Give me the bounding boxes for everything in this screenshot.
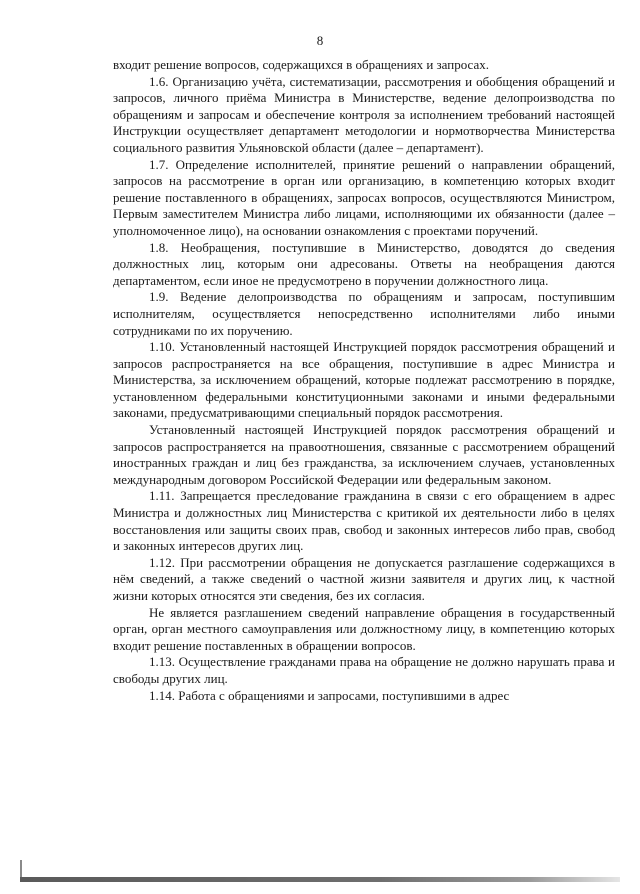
page-number: 8 (316, 33, 324, 48)
paragraph-1-11: 1.11. Запрещается преследование гражданина в связи с его обращением в адрес Министра и должностных лиц Министерства с критикой их деятельности либо в целях восстановления или защиты своих прав, свобод и законных интересов либо прав, свобод и законных интересов других лиц. (113, 488, 615, 554)
paragraph-1-8: 1.8. Необращения, поступившие в Министерство, доводятся до сведения должностных лиц, которым они адресованы. Ответы на необращения даются департаментом, если иное не предусмотрено в поручении должностного лица. (113, 239, 615, 288)
paragraph-1-6: 1.6. Организацию учёта, систематизации, рассмотрения и обобщения обращений и запросов, личного приёма Министра в Министерстве, ведение делопроизводства по обращениям и запросам и обеспечение контроля за исполнением требований настоящей Инструкции осуществляет департамент методологии и нормотворчества Министерства социального развития Ульяновской области (далее – департамент). (113, 73, 615, 155)
paragraph-1-9: 1.9. Ведение делопроизводства по обращениям и запросам, поступившим исполнителям, осуществляется непосредственно исполнителями либо иными сотрудниками по их поручению. (113, 289, 615, 338)
paragraph-1-10: 1.10. Установленный настоящей Инструкцией порядок рассмотрения обращений и запросов распространяется на все обращения, поступившие в адрес Министра и Министерства, за исключением обращений, которые подлежат рассмотрению в порядке, установленном федеральными конституционными законами и иными федеральными законами, предусматривающими специальный порядок рассмотрения. (113, 339, 615, 421)
paragraph-1-14: 1.14. Работа с обращениями и запросами, поступившими в адрес (149, 687, 510, 703)
scan-bottom-edge (20, 877, 620, 882)
paragraph-1-13: 1.13. Осуществление гражданами права на обращение не должно нарушать права и свободы других лиц. (113, 654, 615, 686)
document-body (113, 57, 615, 704)
paragraph-continuation: входит решение вопросов, содержащихся в обращениях и запросах. (113, 57, 489, 72)
paragraph-1-10-second: Установленный настоящей Инструкцией порядок рассмотрения обращений и запросов распространяется на правоотношения, связанные с рассмотрением обращений иностранных граждан и лиц без гражданства, за исключением случаев, установленных международным договором Российской Федерации или федеральным законом. (113, 422, 615, 487)
paragraph-1-7: 1.7. Определение исполнителей, принятие решений о направлении обращений, запросов на рассмотрение в орган или организацию, в компетенцию которых входит решение поставленного в обращениях, запросах вопросов, осуществляются Министром, Первым заместителем Министра либо лицами, исполняющими их обязанности (далее – уполномоченное лицо), на основании ознакомления с проектами поручений. (113, 156, 615, 238)
paragraph-1-12: 1.12. При рассмотрении обращения не допускается разглашение содержащихся в нём сведений, а также сведений о частной жизни заявителя и других лиц, к частной жизни которых относятся эти сведения, без их согласия. (113, 554, 615, 603)
paragraph-1-12-second: Не является разглашением сведений направление обращения в государственный орган, орган местного самоуправления или должностному лицу, в компетенцию которых входит решение поставленных в обращении вопросов. (113, 604, 615, 653)
